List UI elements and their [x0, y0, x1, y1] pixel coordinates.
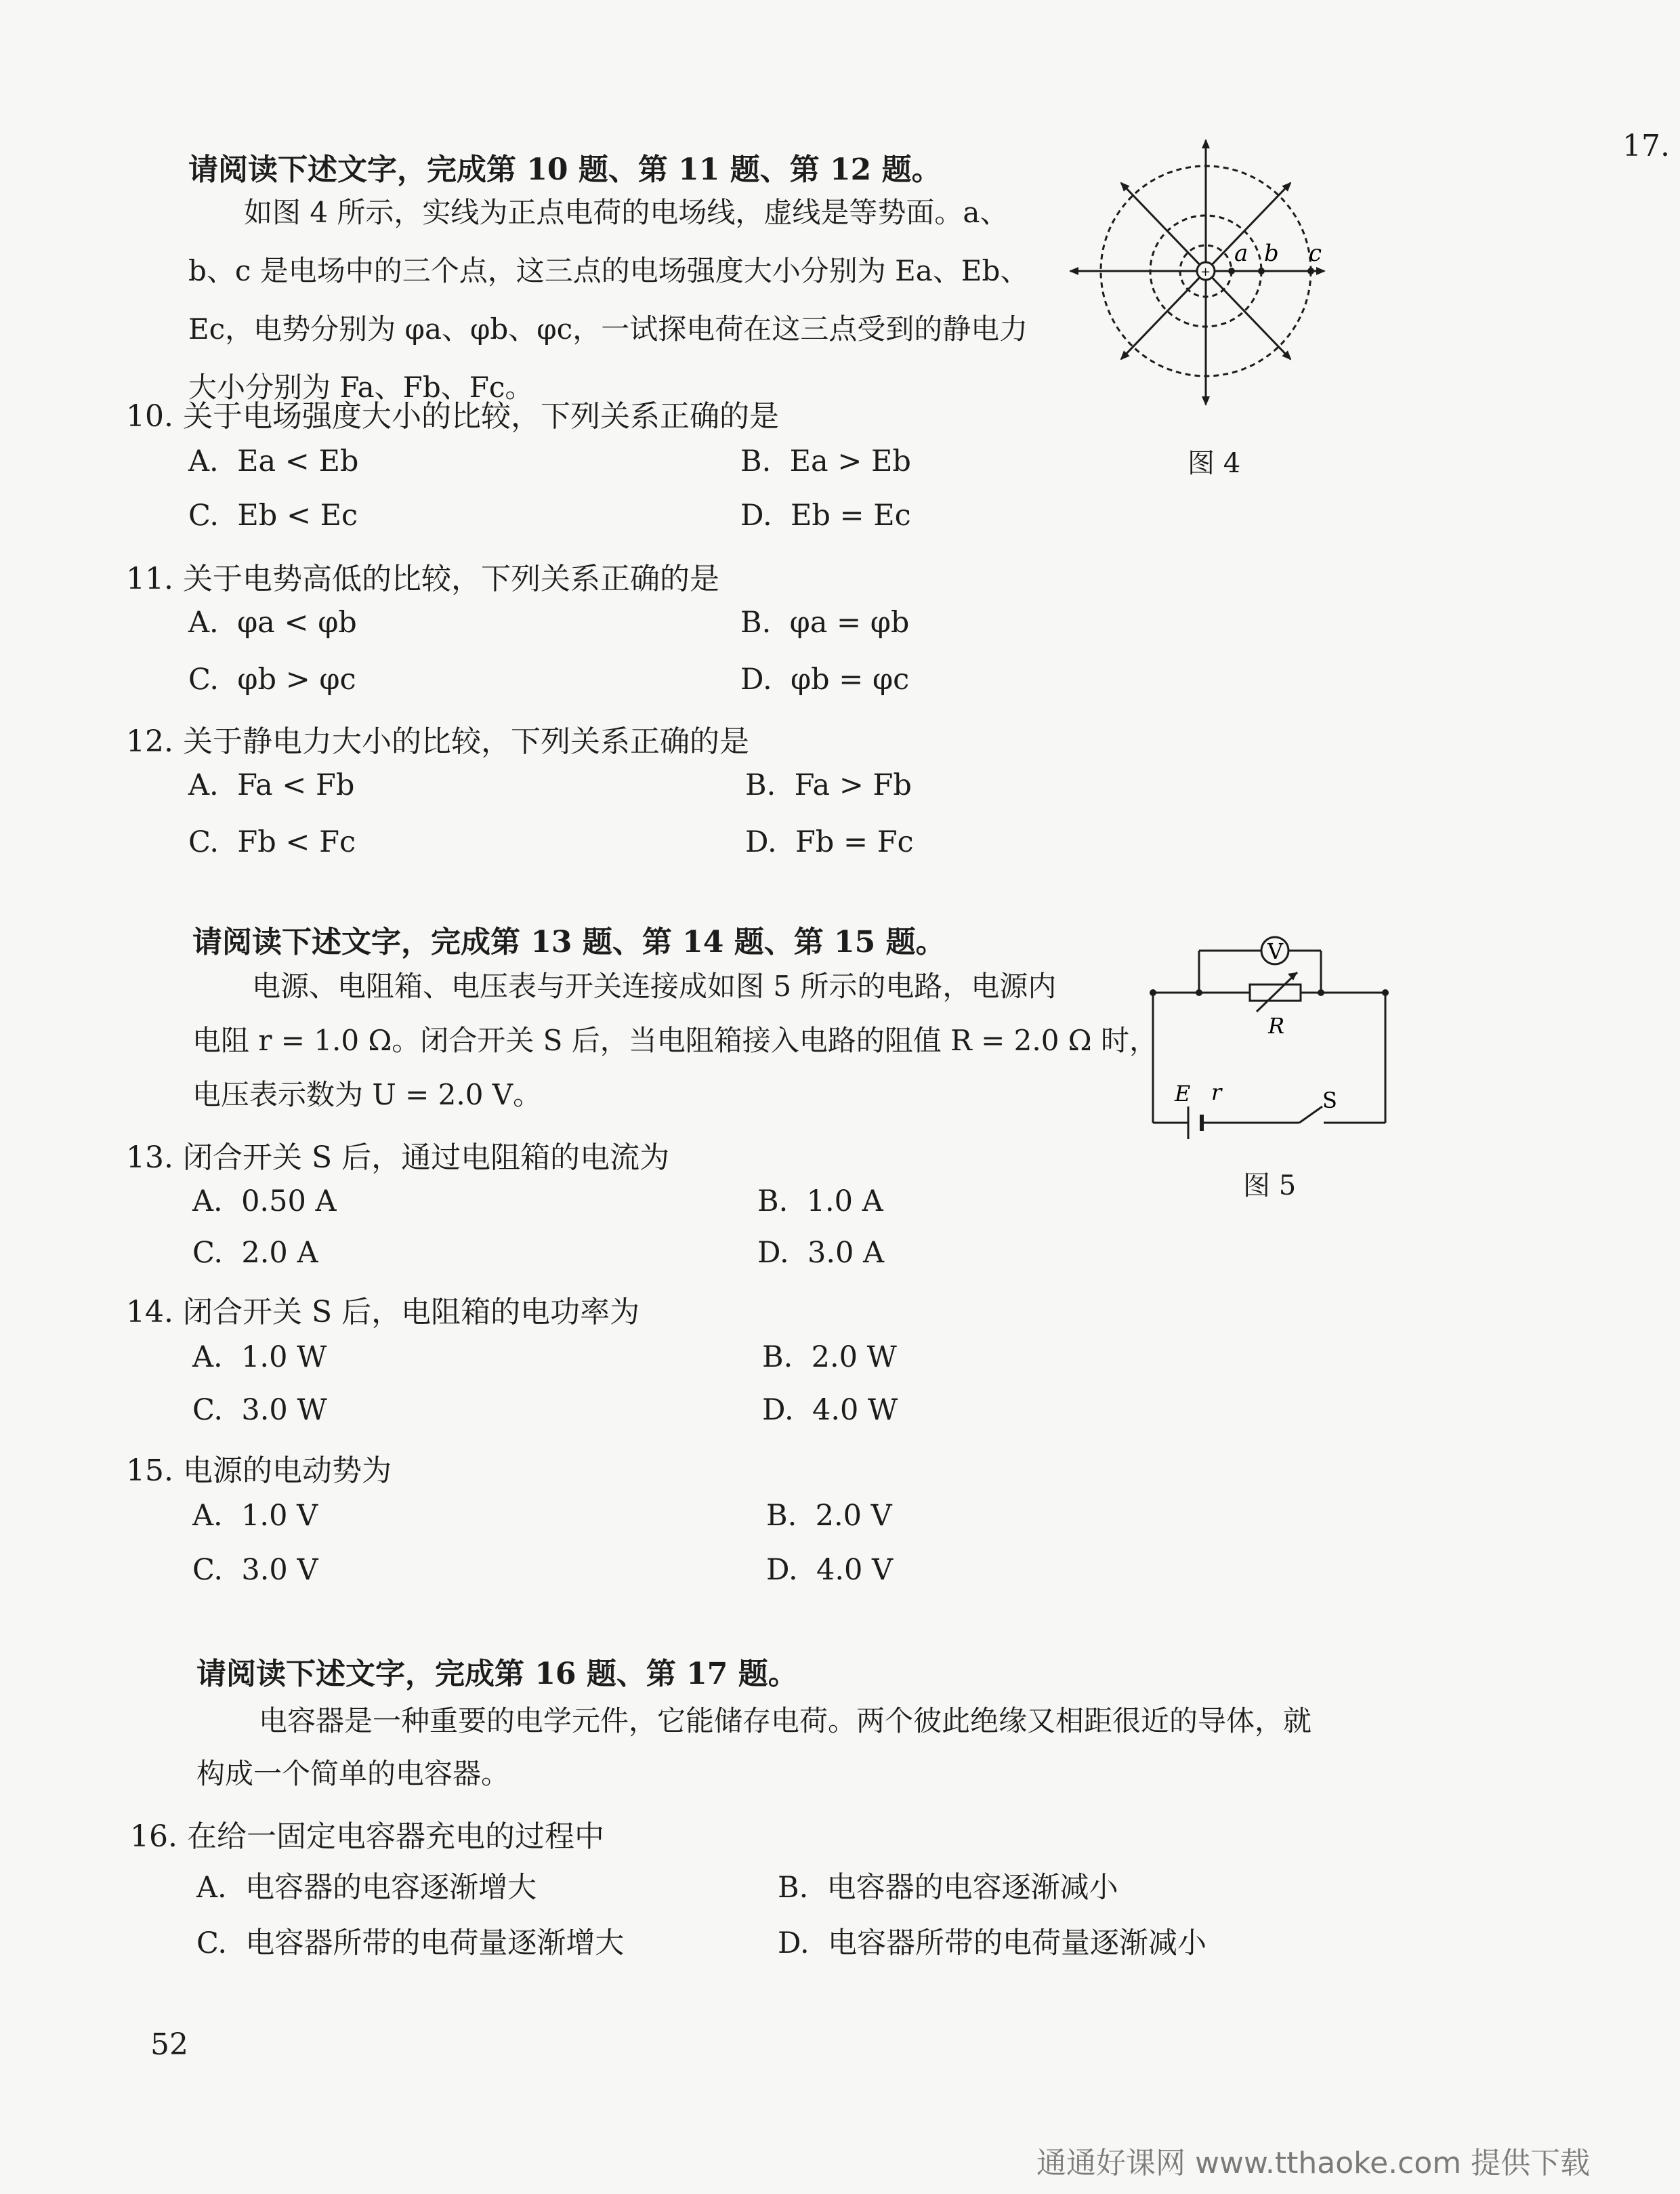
label-a: a	[1234, 240, 1248, 267]
q12-option-a[interactable]: A. Fa < Fb	[188, 768, 355, 802]
q11-option-a[interactable]: A. φa < φb	[188, 606, 357, 640]
label-b: b	[1264, 240, 1279, 267]
q16-option-c[interactable]: C. 电容器所带的电荷量逐渐增大	[196, 1926, 625, 1960]
q12-option-b[interactable]: B. Fa > Fb	[745, 768, 912, 802]
point-a	[1228, 268, 1235, 274]
voltmeter-label: V	[1267, 938, 1284, 964]
field-line-downleft	[1121, 271, 1206, 359]
q15-stem: 电源的电动势为	[182, 1453, 392, 1488]
section3-para-line1: 电容器是一种重要的电学元件，它能储存电荷。两个彼此绝缘又相距很近的导体，就	[259, 1704, 1312, 1737]
figure4-caption: 图 4	[1188, 448, 1241, 479]
q15	[126, 1446, 392, 1489]
q13-number: 13.	[126, 1140, 173, 1175]
q15-number: 15.	[126, 1453, 173, 1488]
q12-stem: 关于静电力大小的比较，下列关系正确的是	[182, 724, 749, 759]
q11-number: 11.	[126, 562, 173, 596]
figure4-electric-field-diagram	[1057, 132, 1328, 417]
q16-option-a[interactable]: A. 电容器的电容逐渐增大	[196, 1871, 537, 1905]
section2-intro-title: 请阅读下述文字，完成第 13 题、第 14 题、第 15 题。	[192, 925, 946, 959]
q15-option-b[interactable]: B. 2.0 V	[766, 1499, 892, 1533]
section1-para-line2: b、c 是电场中的三个点，这三点的电场强度大小分别为 Ea、Eb、	[188, 254, 1029, 287]
q12-option-d[interactable]: D. Fb = Fc	[745, 825, 914, 859]
switch-blade	[1299, 1106, 1322, 1123]
q13-option-d[interactable]: D. 3.0 A	[757, 1236, 885, 1270]
field-line-upleft	[1121, 183, 1206, 271]
q10-option-b[interactable]: B. Ea > Eb	[740, 444, 911, 478]
q11-option-c[interactable]: C. φb > φc	[188, 663, 356, 697]
figure5-circuit-diagram	[1145, 925, 1395, 1148]
q12-option-c[interactable]: C. Fb < Fc	[188, 825, 356, 859]
q16-option-d[interactable]: D. 电容器所带的电荷量逐渐减小	[778, 1926, 1206, 1960]
q11-option-b[interactable]: B. φa = φb	[740, 606, 910, 640]
q14	[126, 1287, 639, 1331]
section3-para-line2: 构成一个简单的电容器。	[196, 1757, 510, 1790]
q14-option-a[interactable]: A. 1.0 W	[192, 1340, 327, 1374]
junction-v-right	[1318, 989, 1324, 996]
point-c	[1307, 268, 1314, 274]
q14-number: 14.	[126, 1295, 173, 1329]
section2-para-line1: 电源、电阻箱、电压表与开关连接成如图 5 所示的电路，电源内	[252, 970, 1057, 1003]
q14-stem: 闭合开关 S 后，电阻箱的电功率为	[182, 1295, 640, 1329]
q10-option-c[interactable]: C. Eb < Ec	[188, 499, 358, 533]
corner-question-number: 17.	[1622, 129, 1670, 163]
q16-option-b[interactable]: B. 电容器的电容逐渐减小	[778, 1871, 1118, 1905]
q10	[126, 392, 779, 435]
emf-label: E	[1175, 1081, 1191, 1106]
q13-option-a[interactable]: A. 0.50 A	[192, 1184, 337, 1218]
q12-number: 12.	[126, 724, 173, 759]
junction-right	[1382, 989, 1389, 996]
q10-option-d[interactable]: D. Eb = Ec	[740, 499, 911, 533]
q10-stem: 关于电场强度大小的比较，下列关系正确的是	[182, 399, 779, 434]
switch-label: S	[1322, 1088, 1337, 1113]
junction-v-left	[1196, 989, 1202, 996]
page-number: 52	[150, 2027, 188, 2062]
section2-para-line2: 电阻 r = 1.0 Ω。闭合开关 S 后，当电阻箱接入电路的阻值 R = 2.0 Ω 时，	[192, 1024, 1158, 1057]
section3-intro-title: 请阅读下述文字，完成第 16 题、第 17 题。	[196, 1657, 798, 1691]
charge-sign: +	[1200, 265, 1211, 279]
q14-option-d[interactable]: D. 4.0 W	[762, 1393, 898, 1427]
section2-para-line3: 电压表示数为 U = 2.0 V。	[192, 1078, 542, 1111]
q16	[130, 1812, 604, 1855]
point-b	[1258, 268, 1265, 274]
q15-option-d[interactable]: D. 4.0 V	[766, 1553, 894, 1587]
field-line-downright	[1206, 271, 1290, 359]
internal-resistance-label: r	[1211, 1079, 1222, 1105]
q16-stem: 在给一固定电容器充电的过程中	[186, 1819, 604, 1854]
figure5-caption: 图 5	[1243, 1170, 1297, 1201]
q15-option-a[interactable]: A. 1.0 V	[192, 1499, 318, 1533]
q14-option-b[interactable]: B. 2.0 W	[762, 1340, 897, 1374]
section1-para-line3: Ec，电势分别为 φa、φb、φc，一试探电荷在这三点受到的静电力	[188, 312, 1028, 346]
section1-para-line1: 如图 4 所示，实线为正点电荷的电场线，虚线是等势面。a、	[244, 196, 1009, 229]
section1-intro-title: 请阅读下述文字，完成第 10 题、第 11 题、第 12 题。	[188, 152, 942, 187]
resistor-adjust-arrow	[1257, 972, 1297, 1012]
q11-stem: 关于电势高低的比较，下列关系正确的是	[182, 562, 719, 596]
junction-left	[1150, 989, 1156, 996]
q13-stem: 闭合开关 S 后，通过电阻箱的电流为	[182, 1140, 670, 1175]
resistor-label: R	[1268, 1013, 1285, 1039]
q13	[126, 1133, 669, 1176]
q10-number: 10.	[126, 399, 173, 434]
label-c: c	[1309, 240, 1322, 267]
section1-para-line4: 大小分别为 Fa、Fb、Fc。	[188, 371, 534, 404]
q15-option-c[interactable]: C. 3.0 V	[192, 1553, 318, 1587]
q14-option-c[interactable]: C. 3.0 W	[192, 1393, 327, 1427]
q11	[126, 554, 719, 598]
q16-number: 16.	[130, 1819, 177, 1854]
q12	[126, 717, 749, 760]
watermark-text: 通通好课网 www.tthaoke.com 提供下载	[1036, 2146, 1591, 2180]
q11-option-d[interactable]: D. φb = φc	[740, 663, 910, 697]
q10-option-a[interactable]: A. Ea < Eb	[188, 444, 359, 478]
q13-option-b[interactable]: B. 1.0 A	[757, 1184, 883, 1218]
q13-option-c[interactable]: C. 2.0 A	[192, 1236, 318, 1270]
